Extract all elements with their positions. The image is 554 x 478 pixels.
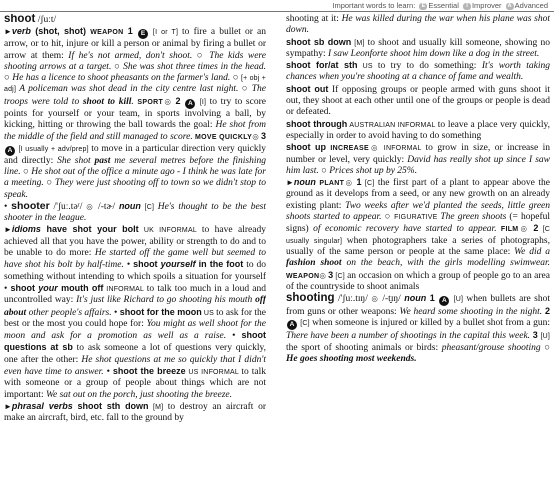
legend-improver: Improver xyxy=(471,1,502,10)
headword: shooter xyxy=(11,199,50,212)
circle-symbol-icon: ◎ xyxy=(344,178,357,188)
circle-symbol-icon: ◎ xyxy=(163,96,176,106)
words-to-learn-legend xyxy=(332,0,548,11)
arrow-icon: ► xyxy=(4,401,12,411)
improver-icon: I xyxy=(463,3,471,10)
entry-shoot-noun: ►noun PLANT◎ 1 [C] the first part of a plant to appear above the ground as it develops from a seed, or any new growth on an already existing plant: Two weeks after we'd planted the seeds, little green shoots started to appear. ○ FIGURATIVE The green shoots (= hopeful signs) of economic recovery have started to appear. FILM◎ 2 [C usually singular] when photographers take a series of photographs, usually of the same person or people at the same place: We did a fashion shoot on the beach, with the girls modelling swimwear. WEAPON◎ 3 [C] an occasion on which a group of people go to an area of the countryside to shoot animals xyxy=(286,177,550,292)
level-badge-icon: A xyxy=(5,146,15,156)
circle-symbol-icon: ◎ xyxy=(368,143,380,153)
entry-shoot-up: shoot up INCREASE◎ INFORMAL to grow in size, or increase in number or level, very quickly: David has really shot up since I saw him last. ○ Prices shot up by 25%. xyxy=(286,142,550,176)
legend-advanced: Advanced xyxy=(514,1,548,10)
essential-icon: E xyxy=(419,3,427,10)
entry-shooting: shooting /'ʃuː.tɪŋ/ ◎ /-t̬ɪŋ/ noun 1 A [U] when bullets are shot from guns or other weapons: We heard some shooting in the night. 2 A [C] when someone is injured or killed by a bullet shot from a gun: There have been a number of shootings in the capital this week. 3 [U] the sport of shooting animals or birds: pheasant/grouse shooting ○ He goes shooting most weekends. xyxy=(286,292,550,365)
circle-symbol-icon: ◎ xyxy=(518,224,534,234)
circle-symbol-icon: ◎ xyxy=(319,270,329,280)
entry-shooter: • shooter /'ʃuː.təʳ/ ◎ /-tɚ/ noun [C] He's thought to be the best shooter in the league. xyxy=(4,199,266,224)
entry-shoot-sb-down: shoot sb down [M] to shoot and usually kill someone, showing no sympathy: I saw Leonforte shoot him down like a dog in the street. xyxy=(286,36,550,59)
circle-symbol-icon: ◎ xyxy=(252,132,261,142)
entry-idioms: ►idioms have shot your bolt UK INFORMAL to have already achieved all that you have the power, ability or strength to do and to be unable to do more: He started off the game well but seemed to have shot his bolt by half-time. • shoot yourself in the foot to do something without intending to which spoils a situation for yourself • shoot your mouth off INFORMAL to talk too much in a loud and uncontrolled way: It's just like Richard to go shooting his mouth off about other people's affairs. • shoot for the moon US to ask for the best or the most you could hope for: You might as well shoot for the moon and ask for a promotion as well as a raise. • shoot questions at sb to ask someone a lot of questions very quickly, one after the other: He shot questions at me so quickly that I didn't even have time to answer. • shoot the breeze US INFORMAL to talk with someone or a group of people about things which are not important: We sat out on the porch, just shooting the breeze. xyxy=(4,224,266,400)
us-pronunciation-icon: ◎ xyxy=(86,201,95,211)
level-badge-icon: A xyxy=(185,99,195,109)
entry-continued: shooting at it: He was killed during the war when his plane was shot down. xyxy=(286,14,550,36)
pronunciation: /ʃuːt/ xyxy=(35,15,57,25)
entry-shoot-headword xyxy=(4,14,266,26)
level-badge-icon: A xyxy=(439,296,449,306)
arrow-icon: ► xyxy=(286,178,294,188)
left-column xyxy=(4,14,266,478)
level-badge-icon: E xyxy=(138,29,148,39)
entry-phrasal-verbs: ►phrasal verbs shoot sth down [M] to destroy an aircraft or make an aircraft, bird, etc. fall to the ground by xyxy=(4,400,266,424)
top-bar xyxy=(0,0,554,12)
legend-essential: Essential xyxy=(428,1,459,10)
entry-shoot-out: shoot out If opposing groups or people armed with guns shoot it out, they shoot at each other until one of the groups or people is dead or defeated. xyxy=(286,83,550,118)
us-pronunciation-icon: ◎ xyxy=(371,294,379,304)
arrow-icon: ► xyxy=(4,225,12,235)
entry-shoot-for-at: shoot for/at sth US to try to do something: It's worth taking chances when you're shooting at a chance of fame and wealth. xyxy=(286,60,550,83)
advanced-icon: A xyxy=(506,3,514,10)
idiom-phrase: have shot your bolt xyxy=(46,224,139,235)
entry-shoot-verb: ►verb (shot, shot) WEAPON 1 E [I or T] to fire a bullet or an arrow, or to hit, injure or kill a person or animal by firing a bullet or arrow at them: If he's not armed, don't shoot. ○ The kids were shooting arrows at a target. ○ She was shot three times in the head. ○ He has a licence to shoot pheasants on the farmer's land. ○ [+ obj + adj] A policeman was shot dead in the city centre last night. ○ The troops were told to shoot to kill. SPORT◎ 2 A [I] to try to score points for yourself or your team, in sports involving a ball, by kicking, hitting or throwing the ball towards the goal: He shot from the middle of the field and still managed to score. MOVE QUICKLY◎ 3 A [I usually + adv/prep] to move in a particular direction very quickly and directly: She shot past me several metres before the finishing line. ○ He shot out of the office a minute ago - I think he was late for a meeting. ○ They were just shooting off to town so we didn't stop to speak. xyxy=(4,26,266,200)
headword: shooting xyxy=(286,292,335,305)
entry-shoot-through: shoot through AUSTRALIAN INFORMAL to leave a place very quickly, especially in order to avoid having to do something xyxy=(286,118,550,141)
headword: shoot xyxy=(4,14,36,25)
right-column xyxy=(286,14,550,478)
arrow-icon: ► xyxy=(4,27,12,37)
level-badge-icon: A xyxy=(287,320,297,330)
legend-label: Important words to learn: xyxy=(332,1,416,10)
